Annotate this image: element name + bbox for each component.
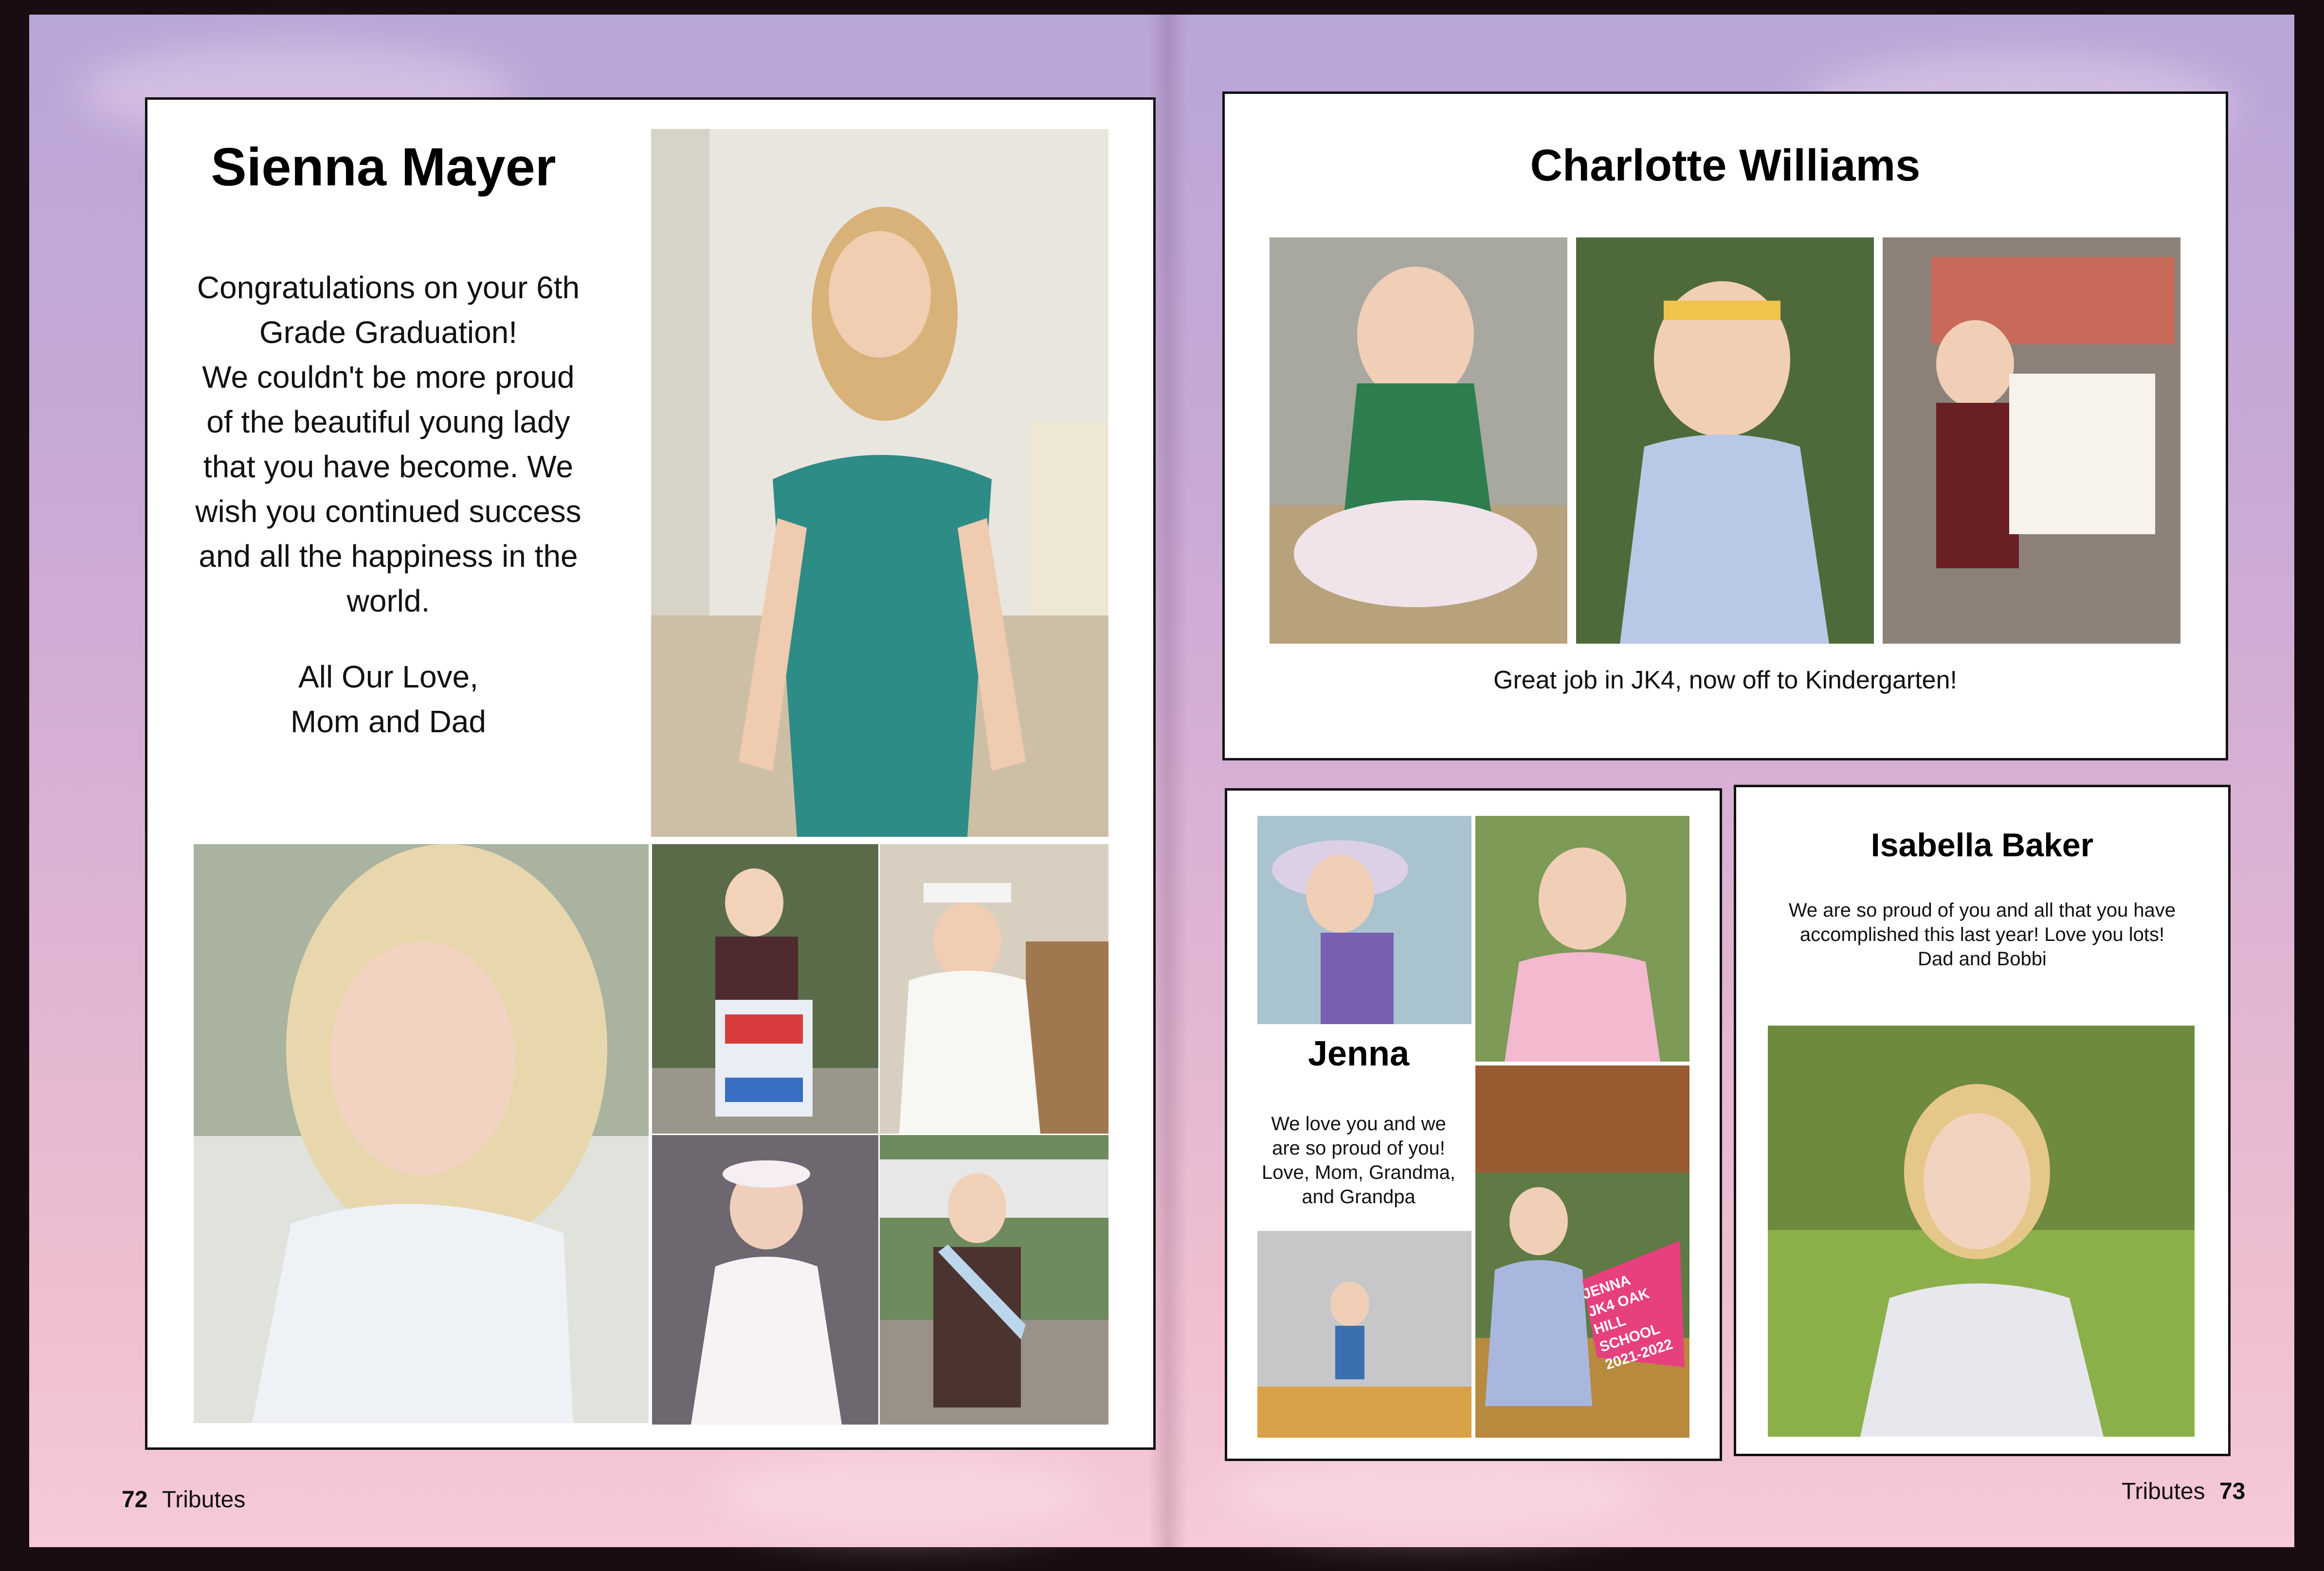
- right-page: [1168, 15, 2294, 1547]
- sienna-tribute-panel: [145, 97, 1156, 1450]
- face-paint-photo: [1768, 1026, 2195, 1437]
- left-page: [29, 15, 1168, 1547]
- isabella-tribute-panel: [1734, 785, 2231, 1456]
- tiara-photo: [1576, 237, 1874, 644]
- art-project-photo: [1883, 237, 2180, 644]
- school-sign-photo: [652, 844, 878, 1134]
- tribute-message: We love you and we are so proud of you! Love, Mom, Grandma, and Grandpa: [1262, 1113, 1455, 1208]
- striped-shirt-photo: [1270, 237, 1567, 644]
- yearbook-spread: [29, 15, 2294, 1547]
- charlotte-tribute-panel: [1222, 91, 2228, 760]
- playground-banner-photo: [1475, 1065, 1689, 1438]
- tribute-message: Congratulations on your 6th Grade Graduation! We couldn't be more proud of the beautiful young lady that you have become. We wish you continued success and all the happiness in the world.: [195, 270, 581, 618]
- page-number: 73: [2219, 1479, 2246, 1504]
- tribute-message: We are so proud of you and all that you have accomplished this last year! Love you lots! Dad and Bobbi: [1788, 900, 2176, 970]
- tribute-name: Charlotte Williams: [1530, 141, 1921, 190]
- tribute-name: Sienna Mayer: [211, 137, 556, 197]
- page-section: Tributes: [162, 1487, 246, 1513]
- flower-crown-photo: [652, 1135, 878, 1425]
- sun-hat-photo: [1257, 816, 1471, 1024]
- page-section: Tributes: [2122, 1479, 2205, 1504]
- beach-portrait-photo: [194, 844, 649, 1423]
- tribute-caption: Great job in JK4, now off to Kindergarten!: [1493, 666, 1957, 694]
- banner-text: JENNA JK4 OAK HILL SCHOOL 2021-2022: [1580, 1272, 1675, 1373]
- book-gutter: [1148, 15, 1187, 1547]
- gym-photo: [1257, 1231, 1471, 1438]
- uniform-sash-photo: [880, 1135, 1108, 1425]
- page-number: 72: [122, 1487, 148, 1513]
- cap-and-gown-photo: [880, 844, 1108, 1134]
- tribute-name: Jenna: [1307, 1034, 1410, 1073]
- page-folio-left: [122, 1486, 245, 1513]
- tribute-name: Isabella Baker: [1870, 827, 2094, 864]
- cloud-decoration: [710, 1450, 1100, 1537]
- tribute-signoff: All Our Love, Mom and Dad: [290, 659, 486, 739]
- pink-dress-photo: [1475, 816, 1689, 1062]
- page-folio-right: [2122, 1478, 2245, 1505]
- portrait-photo: [651, 129, 1108, 837]
- cloud-decoration: [1216, 1450, 1654, 1537]
- jenna-tribute-panel: [1225, 788, 1722, 1461]
